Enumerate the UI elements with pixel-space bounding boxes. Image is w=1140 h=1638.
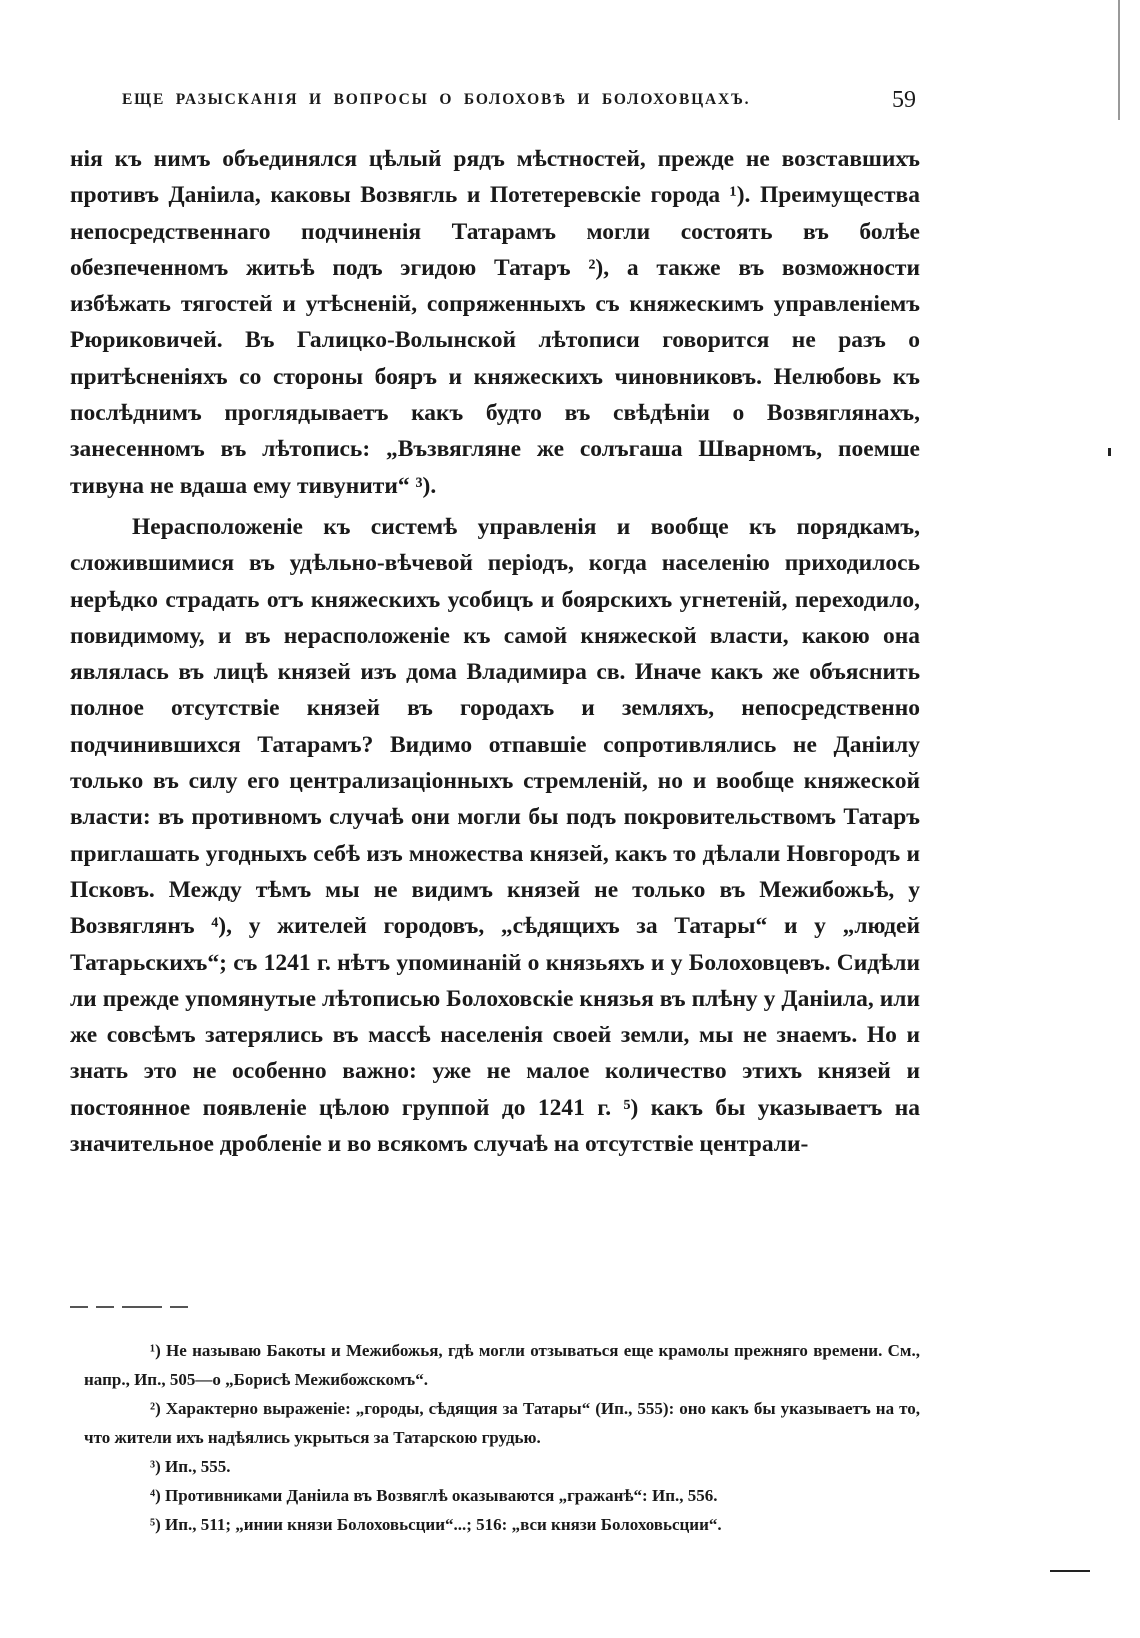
running-title: ЕЩЕ РАЗЫСКАНІЯ И ВОПРОСЫ О БОЛОХОВѢ И БОЛОХОВЦАХЪ.	[122, 91, 751, 108]
separator-dash	[122, 1306, 162, 1308]
paragraph-2: Нерасположеніе къ системѣ управленія и вообще къ порядкамъ, сложившимися въ удѣльно-вѣчевой періодъ, когда населенію приходилось нерѣдко страдать отъ княжескихъ усобицъ и боярскихъ угнетеній, переходило, повидимому, и въ нерасположеніе къ самой княжеской власти, какою она являлась въ лицѣ князей изъ дома Владимира св. Иначе какъ же объяснить полное отсутствіе князей въ городахъ и земляхъ, непосредственно подчинившихся Татарамъ? Видимо отпавшіе сопротивлялись не Даніилу только въ силу его централизаціонныхъ стремленій, но и вообще княжеской власти: въ противномъ случаѣ они могли бы подъ покровительствомъ Татаръ приглашать угодныхъ себѣ изъ множества князей, какъ то дѣлали Новгородъ и Псковъ. Между тѣмъ мы не видимъ князей не только въ Межибожьѣ, у Возвяглянъ ⁴), у жителей городовъ, „сѣдящихъ за Татары“ и у „людей Татарьскихъ“; съ 1241 г. нѣтъ упоминаній о князьяхъ и у Болоховцевъ. Сидѣли ли прежде упомянутые лѣтописью Болоховскіе князья въ плѣну у Даніила, или же совсѣмъ затерялись въ массѣ населенія своей земли, мы не знаемъ. Но и знать это не особенно важно: уже не малое количество этихъ князей и постоянное появленіе цѣлою группой до 1241 г. ⁵) какъ бы указываетъ на значительное дробленіе и во всякомъ случаѣ на отсутствіе централи-	[70, 513, 920, 1158]
footnote-5: ⁵) Ип., 511; „инии князи Болоховьсции“...; 516: „вси князи Болоховьсции“.	[150, 1515, 722, 1534]
separator-dash	[96, 1306, 114, 1308]
footnote-2: ²) Характерно выраженіе: „городы, сѣдящия за Татары“ (Ип., 555): оно какъ бы указываетъ на то, что жители ихъ надѣялись укрыться за Татарскою грудью.	[84, 1399, 920, 1447]
scan-edge-mark	[1050, 1570, 1090, 1572]
footnote-separator	[70, 1306, 190, 1310]
scan-speck	[1108, 448, 1111, 456]
paragraph-1: нія къ нимъ объединялся цѣлый рядъ мѣстностей, прежде не возставшихъ противъ Даніила, каковы Возвягль и Потетеревскіе города ¹). Преимущества непосредственнаго подчиненія Татарамъ могли состоять въ болѣе обезпеченномъ житьѣ подъ эгидою Татаръ ²), а также въ возможности избѣжать тягостей и утѣсненій, сопряженныхъ съ княжескимъ управленіемъ Рюриковичей. Въ Галицко-Волынской лѣтописи говорится не разъ о притѣсненіяхъ со стороны бояръ и княжескихъ чиновниковъ. Нелюбовь къ послѣднимъ проглядываетъ какъ будто въ свѣдѣніи о Возвяглянахъ, занесенномъ въ лѣтопись: „Възвягляне же солъгаша Шварномъ, поемше тивуна не вдаша ему тивунити“ ³).	[70, 146, 920, 499]
footnotes	[84, 1336, 920, 1539]
page-number: 59	[892, 87, 916, 113]
running-head	[70, 87, 920, 119]
footnote-4: ⁴) Противниками Даніила въ Возвяглѣ оказываются „гражанѣ“: Ип., 556.	[150, 1486, 718, 1505]
scan-edge-line	[1118, 0, 1120, 120]
body-text	[70, 141, 920, 1162]
separator-dash	[70, 1306, 88, 1308]
footnote-1: ¹) Не называю Бакоты и Межибожья, гдѣ могли отзываться еще крамолы прежняго времени. См., напр., Ип., 505—о „Борисѣ Межибожскомъ“.	[84, 1341, 920, 1389]
separator-dash	[170, 1306, 188, 1308]
footnote-3: ³) Ип., 555.	[150, 1457, 231, 1476]
